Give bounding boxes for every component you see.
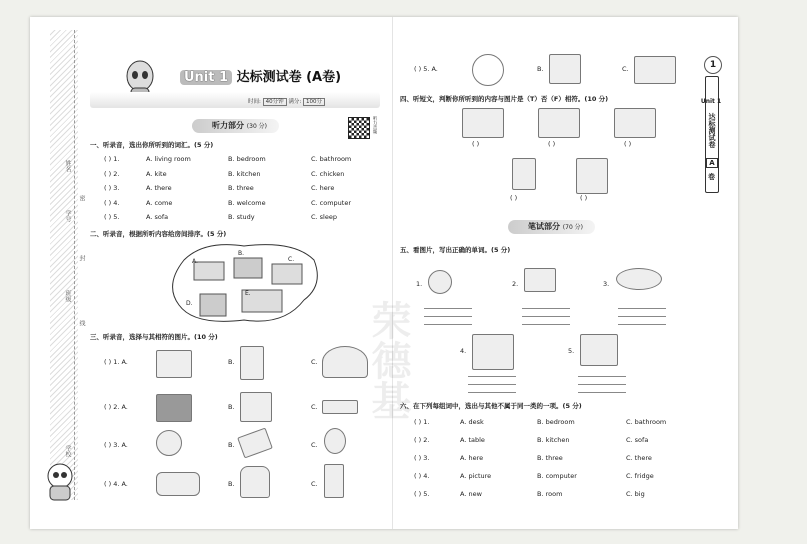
side-vertical-title: 达标测试卷 (708, 113, 716, 148)
q3-row4-num[interactable]: ( ) 4. A. (104, 480, 128, 488)
q5-answer-line-3[interactable] (618, 308, 666, 309)
q5-answer-line-1[interactable] (424, 308, 472, 309)
q6-row5-num[interactable]: ( ) 5. (414, 490, 430, 498)
desk-image (156, 350, 192, 378)
q6-row1-b: B. bedroom (537, 418, 575, 426)
q3-row2-num[interactable]: ( ) 2. A. (104, 403, 128, 411)
side-unit-label: Unit 1 (700, 98, 722, 105)
q6-row2-a: A. table (460, 436, 485, 444)
q6-row5-b: B. room (537, 490, 563, 498)
q3-row1-c: C. (311, 358, 318, 366)
q4-image-5 (576, 158, 608, 194)
binding-label-line: 线 (78, 320, 85, 326)
fridge-image (324, 464, 344, 498)
q4-heading: 四、听短文，判断你所听到的内容与图片是（T）否（F）相符。(10 分) (400, 95, 609, 103)
q5-num-1: 1. (416, 280, 423, 288)
ball-image (156, 430, 182, 456)
q6-row2-b: B. kitchen (537, 436, 570, 444)
q5-house-image (472, 334, 514, 370)
q6-row4-b: B. computer (537, 472, 577, 480)
q4-image-4 (512, 158, 536, 190)
q1-row1-num[interactable]: ( ) 1. (104, 155, 120, 163)
binding-label-class: 班级 (64, 290, 71, 302)
q1-row1-c: C. bathroom (311, 155, 352, 163)
q5-answer-line-5c (578, 392, 626, 393)
q6-row3-c: C. there (626, 454, 652, 462)
family-photo-image (549, 54, 581, 84)
q1-row4-num[interactable]: ( ) 4. (104, 199, 120, 207)
q4-image-2 (538, 108, 580, 138)
q1-row3-num[interactable]: ( ) 3. (104, 184, 120, 192)
q5-tv-image (524, 268, 556, 292)
sofa-image (156, 472, 200, 496)
q1-row4-b: B. welcome (228, 199, 266, 207)
binding-label-school: 学校 (64, 445, 71, 457)
binding-label-seal1: 密 (78, 195, 85, 201)
balloon-image (324, 428, 346, 454)
q6-row4-num[interactable]: ( ) 4. (414, 472, 430, 480)
cut-line (74, 30, 75, 500)
q6-row2-c: C. sofa (626, 436, 649, 444)
q5-heading: 五、看图片，写出正确的单词。(5 分) (400, 246, 511, 254)
q1-row3-b: B. three (228, 184, 254, 192)
q5-answer-line-1b (424, 316, 472, 317)
page-number: 1 (704, 56, 722, 74)
watermark: 荣德基 (365, 300, 411, 420)
bed-image (634, 56, 676, 84)
q4-answer-5[interactable]: ( ) (580, 194, 588, 202)
q6-row1-c: C. bathroom (626, 418, 667, 426)
q3-row4-b: B. (228, 480, 235, 488)
q2-label-a: A. (192, 258, 198, 265)
q3-row1-b: B. (228, 358, 235, 366)
q3-heading: 三、听录音，选择与其相符的图片。(10 分) (90, 333, 218, 341)
chair-image (240, 346, 264, 380)
q1-row4-c: C. computer (311, 199, 352, 207)
q6-row1-a: A. desk (460, 418, 484, 426)
q6-row3-num[interactable]: ( ) 3. (414, 454, 430, 462)
q5-answer-line-3b (618, 316, 666, 317)
q2-label-e: E. (245, 290, 251, 297)
qr-code[interactable] (348, 117, 370, 139)
title-banner (90, 92, 380, 108)
q5-answer-line-3c (618, 324, 666, 325)
q5-num-4: 4. (460, 347, 467, 355)
q5-answer-line-2[interactable] (522, 308, 570, 309)
q5-answer-line-2c (522, 324, 570, 325)
q3-row3-num[interactable]: ( ) 3. A. (104, 441, 128, 449)
q5-answer-line-5[interactable] (578, 376, 626, 377)
q3-row3-b: B. (228, 441, 235, 449)
side-version-tail: 卷 (708, 173, 715, 181)
q1-row2-num[interactable]: ( ) 2. (104, 170, 120, 178)
q1-row2-b: B. kitchen (228, 170, 261, 178)
q4-answer-2[interactable]: ( ) (548, 140, 556, 148)
q1-heading: 一、听录音，选出你所听到的词汇。(5 分) (90, 141, 214, 149)
writing-section-header: 笔试部分 (70 分) (508, 220, 595, 234)
q5-answer-line-1c (424, 324, 472, 325)
q2-label-d: D. (186, 300, 193, 307)
q3-row3-c: C. (311, 441, 318, 449)
time-score-info: 时间: 40分钟 满分: 100分 (248, 97, 325, 105)
q5-answer-line-4b (468, 384, 516, 385)
mascot-small-illustration (42, 462, 78, 502)
q3-row2-c: C. (311, 403, 318, 411)
q6-row2-num[interactable]: ( ) 2. (414, 436, 430, 444)
q3-row5-num[interactable]: ( ) 5. A. (414, 65, 438, 73)
q4-image-3 (614, 108, 656, 138)
q2-label-c: C. (288, 256, 295, 263)
q1-row3-a: A. there (146, 184, 172, 192)
listening-section-header: 听力部分 (30 分) (192, 119, 279, 133)
q5-num-5: 5. (568, 347, 575, 355)
exam-title: Unit 1 达标测试卷 (A卷) (180, 66, 341, 85)
q3-row1-num[interactable]: ( ) 1. A. (104, 358, 128, 366)
q2-heading: 二、听录音，根据所听内容给房间排序。(5 分) (90, 230, 227, 238)
q5-answer-line-2b (522, 316, 570, 317)
q5-room-image (580, 334, 618, 366)
q3-row2-b: B. (228, 403, 235, 411)
q6-row5-a: A. new (460, 490, 482, 498)
q6-row5-c: C. big (626, 490, 645, 498)
q5-num-2: 2. (512, 280, 519, 288)
q5-fan-image (616, 268, 662, 290)
q3-row5-c: C. (622, 65, 629, 73)
qr-caption: 听力音频 (372, 116, 377, 134)
q1-row3-c: C. here (311, 184, 335, 192)
q4-answer-3[interactable]: ( ) (624, 140, 632, 148)
q1-row1-b: B. bedroom (228, 155, 266, 163)
q1-row5-num[interactable]: ( ) 5. (104, 213, 120, 221)
binding-label-seal2: 封 (78, 255, 85, 261)
q1-row5-c: C. sleep (311, 213, 337, 221)
q5-ball-image (428, 270, 452, 294)
q5-num-3: 3. (603, 280, 610, 288)
q6-row3-a: A. here (460, 454, 484, 462)
panda-clock-image (472, 54, 504, 86)
q4-answer-1[interactable]: ( ) (472, 140, 480, 148)
computer-image (240, 392, 272, 422)
q1-row2-a: A. kite (146, 170, 167, 178)
q1-row4-a: A. come (146, 199, 173, 207)
q3-row4-c: C. (311, 480, 318, 488)
q4-image-1 (462, 108, 504, 138)
binding-label-name: 姓名 (64, 160, 71, 172)
page-fold (392, 17, 393, 529)
q6-row4-c: C. fridge (626, 472, 654, 480)
q3-row5-b: B. (537, 65, 544, 73)
armchair-image (240, 466, 270, 498)
q2-label-b: B. (238, 250, 245, 257)
q6-row4-a: A. picture (460, 472, 492, 480)
q4-answer-4[interactable]: ( ) (510, 194, 518, 202)
q5-answer-line-4c (468, 392, 516, 393)
q1-row2-c: C. chicken (311, 170, 345, 178)
binding-label-id: 学号 (64, 210, 71, 222)
q6-row3-b: B. three (537, 454, 563, 462)
q1-row5-a: A. sofa (146, 213, 169, 221)
tv-image (156, 394, 192, 422)
side-version: A (706, 158, 718, 168)
q1-row5-b: B. study (228, 213, 255, 221)
q6-row1-num[interactable]: ( ) 1. (414, 418, 430, 426)
q6-heading: 六、在下列每组词中，选出与其他不属于同一类的一项。(5 分) (400, 402, 582, 410)
q1-row1-a: A. living room (146, 155, 191, 163)
q5-answer-line-4[interactable] (468, 376, 516, 377)
dvd-player-image (322, 400, 358, 414)
q5-answer-line-5b (578, 384, 626, 385)
